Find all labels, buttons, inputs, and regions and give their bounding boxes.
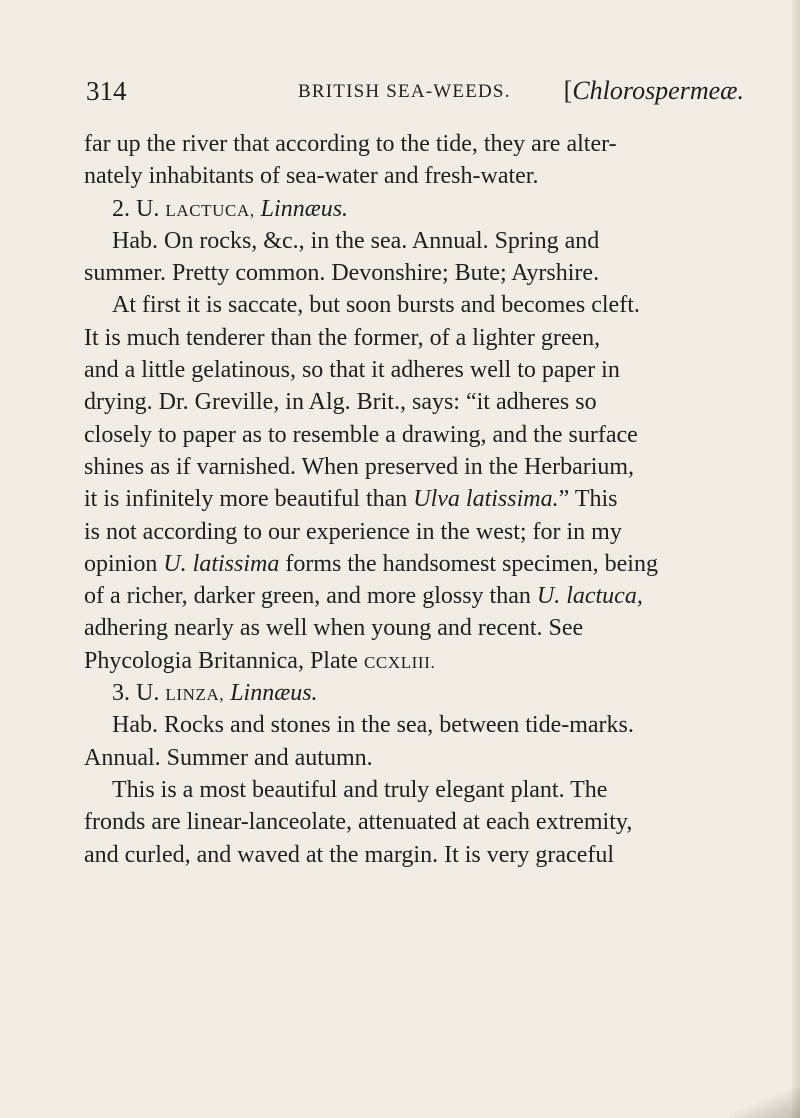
section-name: Chlorospermeæ. <box>572 76 744 105</box>
text-line: shines as if varnished. When preserved in the Herbarium, <box>84 453 635 480</box>
text-line: is not according to our experience in the west; for in my <box>84 518 622 545</box>
page-edge <box>792 0 800 1118</box>
species-authority: Linnæus. <box>260 195 349 222</box>
text-run: ” This <box>558 486 618 513</box>
taxon-name: U. latissima <box>163 550 280 577</box>
text-run: of a richer, darker green, and more glossy than <box>84 583 531 610</box>
section-head <box>564 76 744 106</box>
text-line: nately inhabitants of sea-water and fresh-water. <box>84 163 539 190</box>
page-header <box>86 76 744 110</box>
text-line: drying. Dr. Greville, in Alg. Brit., says: “it adheres so <box>84 389 597 416</box>
text-run: Phycologia Britannica, Plate <box>84 647 358 674</box>
species-heading <box>84 193 752 225</box>
text-line: and curled, and waved at the margin. It is very graceful <box>84 841 615 868</box>
species-authority: Linnæus. <box>230 680 318 707</box>
text-line: Hab. On rocks, &c., in the sea. Annual. Spring and <box>112 227 600 254</box>
text-run: forms the handsomest specimen, being <box>285 550 658 577</box>
text-line: closely to paper as to resemble a drawing, and the surface <box>84 421 638 448</box>
species-number: 2. U. <box>112 195 160 222</box>
running-head: BRITISH SEA-WEEDS. <box>298 81 511 102</box>
section-bracket: [ <box>563 76 573 105</box>
text-line: and a little gelatinous, so that it adheres well to paper in <box>84 357 620 384</box>
text-line: Hab. Rocks and stones in the sea, between tide-marks. <box>112 712 634 739</box>
text-line <box>84 580 752 612</box>
species-number: 3. U. <box>112 680 160 707</box>
plate-number: CCXLIII. <box>363 652 436 672</box>
text-run: opinion <box>84 550 158 577</box>
text-line: At first it is saccate, but soon bursts and becomes cleft. <box>112 292 640 319</box>
taxon-name: U. lactuca, <box>536 583 643 610</box>
text-line <box>84 548 752 580</box>
text-line: Annual. Summer and autumn. <box>84 744 373 771</box>
species-heading <box>84 677 752 709</box>
body-text <box>84 128 752 871</box>
text-line: fronds are linear-lanceolate, attenuated at each extremity, <box>84 809 633 836</box>
text-line: summer. Pretty common. Devonshire; Bute; Ayrshire. <box>84 260 600 287</box>
text-line: This is a most beautiful and truly elegant plant. The <box>112 776 608 803</box>
species-name: LACTUCA, <box>165 200 255 220</box>
text-line: adhering nearly as well when young and recent. See <box>84 615 584 642</box>
taxon-name: Ulva latissima. <box>413 486 559 513</box>
page-shadow <box>730 1088 800 1118</box>
species-name: LINZA, <box>165 685 225 705</box>
text-line: It is much tenderer than the former, of a lighter green, <box>84 324 601 351</box>
page-number: 314 <box>86 76 127 106</box>
text-run: it is infinitely more beautiful than <box>84 486 408 513</box>
text-line <box>84 645 752 677</box>
text-line: far up the river that according to the tide, they are alter- <box>84 131 617 157</box>
text-line <box>84 483 752 515</box>
